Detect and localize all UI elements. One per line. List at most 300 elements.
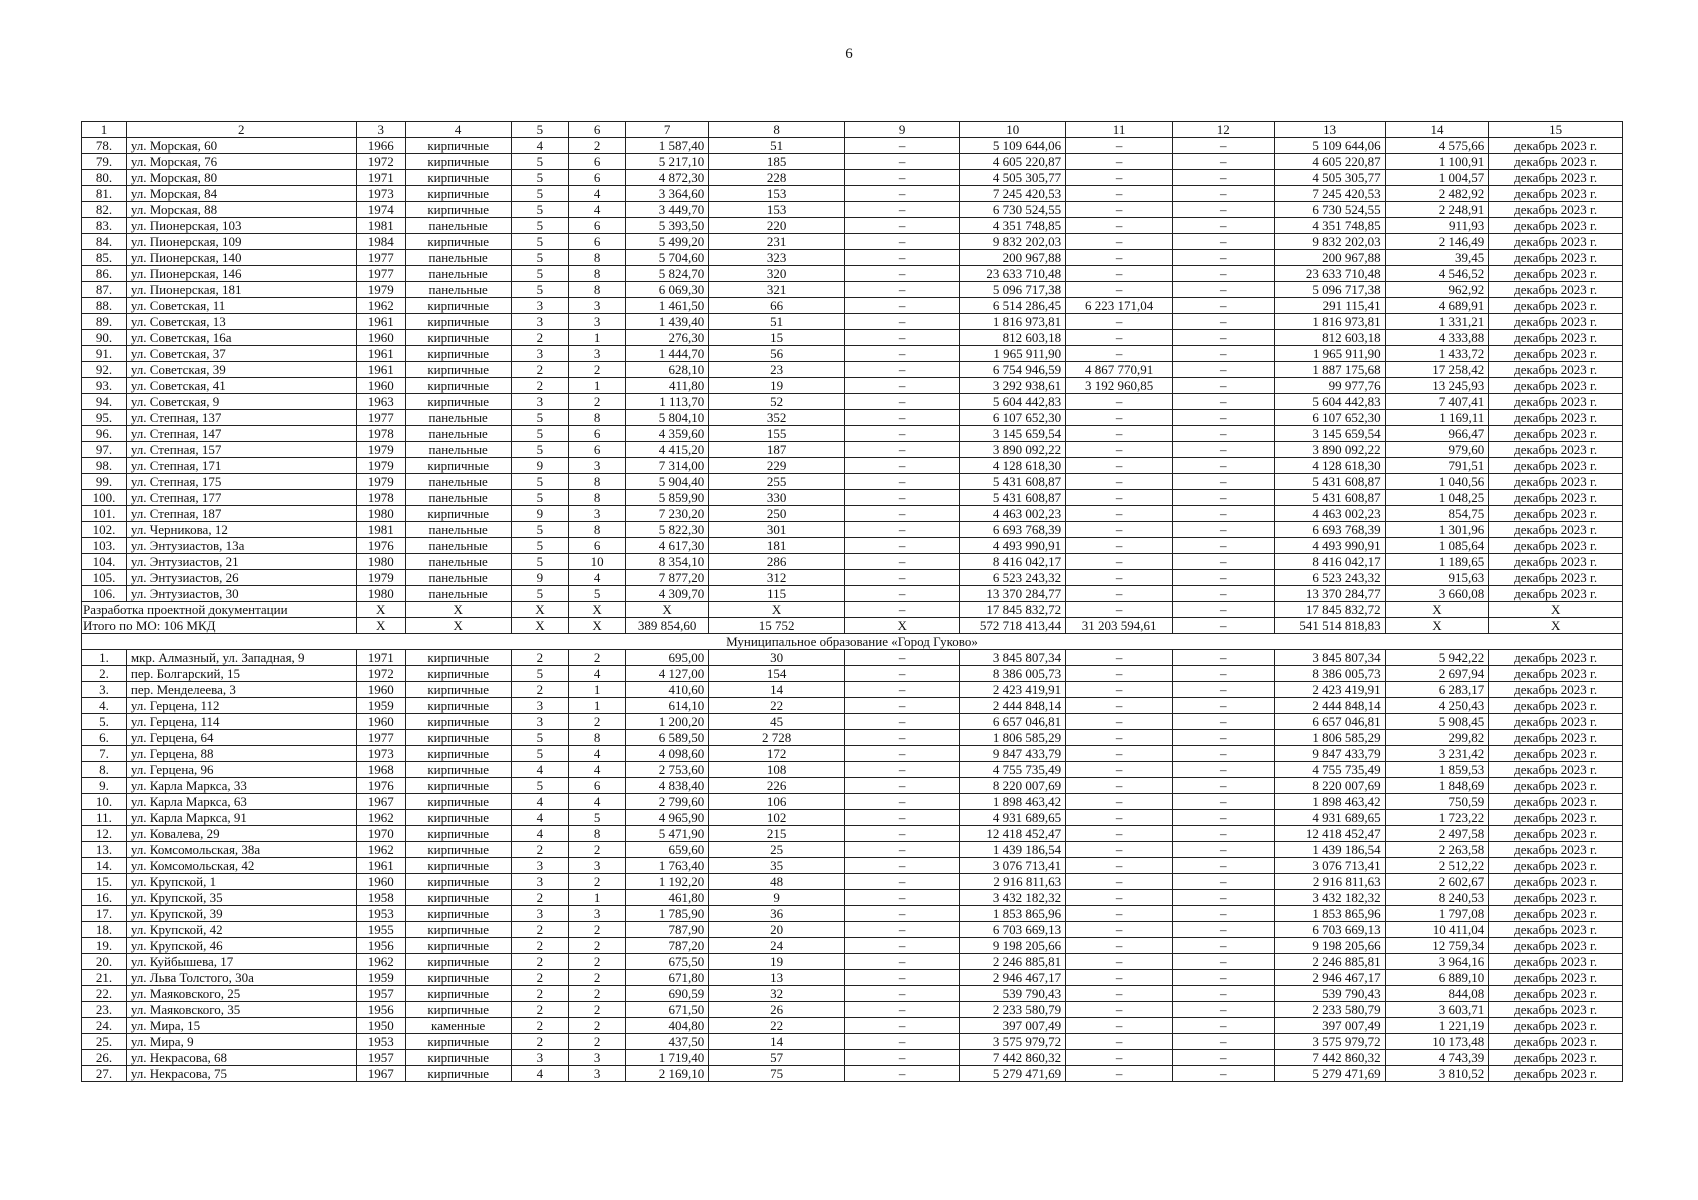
table-row [82, 810, 1623, 826]
table-cell: 78. [82, 138, 127, 154]
table-cell: X [569, 618, 626, 634]
table-cell: – [1173, 186, 1275, 202]
table-cell: 5 279 471,69 [1274, 1066, 1385, 1082]
table-cell: декабрь 2023 г. [1489, 970, 1623, 986]
table-cell: 1973 [356, 746, 405, 762]
table-cell: 19 [709, 378, 845, 394]
table-cell: 8 386 005,73 [1274, 666, 1385, 682]
table-cell: – [1066, 506, 1173, 522]
table-row [82, 698, 1623, 714]
table-cell: кирпичные [405, 1050, 511, 1066]
table-cell: 1959 [356, 698, 405, 714]
table-cell: 1981 [356, 522, 405, 538]
table-cell: пер. Менделеева, 3 [126, 682, 356, 698]
table-cell: декабрь 2023 г. [1489, 650, 1623, 666]
table-cell: 13. [82, 842, 127, 858]
table-row [82, 890, 1623, 906]
table-cell: 1977 [356, 730, 405, 746]
table-cell: 1981 [356, 218, 405, 234]
table-cell: – [1066, 762, 1173, 778]
table-cell: кирпичные [405, 394, 511, 410]
table-cell: 962,92 [1385, 282, 1489, 298]
table-row [82, 954, 1623, 970]
table-cell: 84. [82, 234, 127, 250]
table-cell: 96. [82, 426, 127, 442]
table-cell: 4 128 618,30 [960, 458, 1066, 474]
table-cell: 12 418 452,47 [960, 826, 1066, 842]
table-cell: 4 [511, 810, 569, 826]
table-cell: 5 [511, 218, 569, 234]
table-cell: – [844, 266, 959, 282]
table-cell: 2 [569, 938, 626, 954]
table-cell: 695,00 [625, 650, 708, 666]
table-cell: 3 [569, 506, 626, 522]
table-cell: 8 [569, 730, 626, 746]
housing-register-table [81, 121, 1623, 1082]
table-cell: ул. Крупской, 42 [126, 922, 356, 938]
table-cell: 2. [82, 666, 127, 682]
table-row [82, 778, 1623, 794]
table-cell: 1 439 186,54 [960, 842, 1066, 858]
table-cell: 51 [709, 314, 845, 330]
table-cell: кирпичные [405, 298, 511, 314]
table-cell: 3 [569, 858, 626, 874]
table-cell: декабрь 2023 г. [1489, 378, 1623, 394]
table-cell: 2 423 419,91 [960, 682, 1066, 698]
table-row [82, 1034, 1623, 1050]
table-cell: 3 603,71 [1385, 1002, 1489, 1018]
table-cell: 2 [569, 138, 626, 154]
table-cell: – [1066, 890, 1173, 906]
table-cell: 2 146,49 [1385, 234, 1489, 250]
table-cell: декабрь 2023 г. [1489, 282, 1623, 298]
table-cell: декабрь 2023 г. [1489, 858, 1623, 874]
table-cell: 229 [709, 458, 845, 474]
table-cell: 4 415,20 [625, 442, 708, 458]
table-cell: X [569, 602, 626, 618]
table-cell: 8 416 042,17 [1274, 554, 1385, 570]
table-cell: декабрь 2023 г. [1489, 410, 1623, 426]
table-cell: – [1066, 202, 1173, 218]
table-cell: декабрь 2023 г. [1489, 826, 1623, 842]
table-cell: ул. Степная, 147 [126, 426, 356, 442]
table-cell: декабрь 2023 г. [1489, 794, 1623, 810]
table-cell: – [1173, 666, 1275, 682]
table-cell: панельные [405, 522, 511, 538]
table-cell: 7 442 860,32 [960, 1050, 1066, 1066]
table-cell: 6 [569, 442, 626, 458]
table-cell: 23. [82, 1002, 127, 1018]
table-cell: 2 916 811,63 [960, 874, 1066, 890]
table-cell: 10 [569, 554, 626, 570]
table-cell: кирпичные [405, 714, 511, 730]
table-cell: – [1173, 858, 1275, 874]
table-cell: 31 203 594,61 [1066, 618, 1173, 634]
table-row [82, 250, 1623, 266]
table-cell: панельные [405, 282, 511, 298]
table-cell: 102. [82, 522, 127, 538]
table-cell: – [1066, 138, 1173, 154]
table-cell: 5 704,60 [625, 250, 708, 266]
table-cell: 105. [82, 570, 127, 586]
table-cell: декабрь 2023 г. [1489, 874, 1623, 890]
table-cell: 87. [82, 282, 127, 298]
table-cell: кирпичные [405, 890, 511, 906]
table-cell: кирпичные [405, 1066, 511, 1082]
table-cell: 1 439 186,54 [1274, 842, 1385, 858]
table-cell: декабрь 2023 г. [1489, 362, 1623, 378]
table-cell: ул. Герцена, 88 [126, 746, 356, 762]
table-cell: декабрь 2023 г. [1489, 346, 1623, 362]
table-cell: 4 250,43 [1385, 698, 1489, 714]
table-cell: – [844, 426, 959, 442]
table-cell: 5 824,70 [625, 266, 708, 282]
table-cell: 22 [709, 1018, 845, 1034]
table-cell: ул. Пионерская, 146 [126, 266, 356, 282]
table-cell: – [844, 698, 959, 714]
table-cell: панельные [405, 490, 511, 506]
table-cell: 30 [709, 650, 845, 666]
table-cell: 100. [82, 490, 127, 506]
table-cell: 5 431 608,87 [1274, 474, 1385, 490]
table-cell: 18. [82, 922, 127, 938]
table-cell: – [844, 490, 959, 506]
table-cell: – [1173, 522, 1275, 538]
table-cell: 21. [82, 970, 127, 986]
table-cell: 8 [569, 266, 626, 282]
table-cell: 1978 [356, 426, 405, 442]
table-cell: ул. Комсомольская, 42 [126, 858, 356, 874]
table-cell: декабрь 2023 г. [1489, 698, 1623, 714]
table-cell: 103. [82, 538, 127, 554]
table-cell: 23 633 710,48 [1274, 266, 1385, 282]
table-cell: 2 697,94 [1385, 666, 1489, 682]
table-cell: 6 703 669,13 [1274, 922, 1385, 938]
table-cell: 6 [569, 426, 626, 442]
table-cell: 2 444 848,14 [1274, 698, 1385, 714]
table-cell: кирпичные [405, 874, 511, 890]
table-cell: 1 040,56 [1385, 474, 1489, 490]
table-cell: 1956 [356, 938, 405, 954]
table-cell: 5 109 644,06 [960, 138, 1066, 154]
table-cell: 13 [709, 970, 845, 986]
table-cell: ул. Степная, 187 [126, 506, 356, 522]
table-cell: 4 493 990,91 [960, 538, 1066, 554]
table-cell: – [844, 858, 959, 874]
table-cell: – [844, 602, 959, 618]
table-cell: – [844, 1050, 959, 1066]
table-cell: 7 877,20 [625, 570, 708, 586]
table-cell: ул. Некрасова, 68 [126, 1050, 356, 1066]
table-cell: – [844, 186, 959, 202]
table-cell: ул. Крупской, 35 [126, 890, 356, 906]
table-cell: 2 946 467,17 [960, 970, 1066, 986]
table-cell: ул. Комсомольская, 38а [126, 842, 356, 858]
table-cell: декабрь 2023 г. [1489, 1002, 1623, 1018]
table-cell: 2 916 811,63 [1274, 874, 1385, 890]
table-cell: 7 245 420,53 [1274, 186, 1385, 202]
table-cell: 541 514 818,83 [1274, 618, 1385, 634]
table-cell: – [844, 218, 959, 234]
table-cell: 94. [82, 394, 127, 410]
table-cell: ул. Советская, 9 [126, 394, 356, 410]
table-cell: 1979 [356, 570, 405, 586]
table-cell: ул. Степная, 177 [126, 490, 356, 506]
table-cell: декабрь 2023 г. [1489, 682, 1623, 698]
table-cell: X [1489, 602, 1623, 618]
table-cell: ул. Энтузиастов, 13а [126, 538, 356, 554]
table-cell: 2 [569, 874, 626, 890]
table-cell: 3 145 659,54 [1274, 426, 1385, 442]
table-cell: ул. Мира, 9 [126, 1034, 356, 1050]
table-cell: – [1066, 490, 1173, 506]
table-cell: 6 889,10 [1385, 970, 1489, 986]
table-cell: панельные [405, 266, 511, 282]
table-cell: – [1173, 266, 1275, 282]
table-cell: – [1173, 1002, 1275, 1018]
table-cell: – [1066, 186, 1173, 202]
table-cell: 9 832 202,03 [1274, 234, 1385, 250]
table-cell: – [1066, 474, 1173, 490]
table-cell: ул. Энтузиастов, 30 [126, 586, 356, 602]
table-cell: 228 [709, 170, 845, 186]
table-cell: – [1066, 410, 1173, 426]
table-cell: – [844, 394, 959, 410]
table-cell: 4 965,90 [625, 810, 708, 826]
table-cell: декабрь 2023 г. [1489, 922, 1623, 938]
table-cell: 12 759,34 [1385, 938, 1489, 954]
section-title: Муниципальное образование «Город Гуково» [82, 634, 1623, 650]
table-cell: 3 [511, 394, 569, 410]
table-cell: 1 785,90 [625, 906, 708, 922]
table-cell: – [1173, 922, 1275, 938]
table-cell: 3 845 807,34 [1274, 650, 1385, 666]
table-cell: 25 [709, 842, 845, 858]
table-cell: 2 946 467,17 [1274, 970, 1385, 986]
table-row [82, 298, 1623, 314]
table-cell: – [1066, 234, 1173, 250]
table-cell: 3 [569, 458, 626, 474]
table-row [82, 154, 1623, 170]
table-cell: 20 [709, 922, 845, 938]
table-cell: 1961 [356, 858, 405, 874]
table-cell: – [1066, 602, 1173, 618]
table-cell: 1 965 911,90 [960, 346, 1066, 362]
table-row [82, 330, 1623, 346]
table-cell: 411,80 [625, 378, 708, 394]
table-cell: ул. Советская, 39 [126, 362, 356, 378]
table-cell: 1980 [356, 506, 405, 522]
table-cell: 13 245,93 [1385, 378, 1489, 394]
table-cell: 2 [126, 122, 356, 138]
table-cell: 8. [82, 762, 127, 778]
table-cell: декабрь 2023 г. [1489, 218, 1623, 234]
table-cell: 3 076 713,41 [960, 858, 1066, 874]
table-cell: 6 [569, 538, 626, 554]
table-cell: – [844, 554, 959, 570]
table-cell: декабрь 2023 г. [1489, 202, 1623, 218]
table-cell: 1955 [356, 922, 405, 938]
table-cell: 6 223 171,04 [1066, 298, 1173, 314]
table-cell: 8 220 007,69 [960, 778, 1066, 794]
table-row [82, 970, 1623, 986]
table-cell: 5 604 442,83 [1274, 394, 1385, 410]
table-cell: 6 657 046,81 [960, 714, 1066, 730]
table-cell: 48 [709, 874, 845, 890]
table-cell: – [1173, 426, 1275, 442]
table-cell: 911,93 [1385, 218, 1489, 234]
table-cell: ул. Некрасова, 75 [126, 1066, 356, 1082]
table-cell: 572 718 413,44 [960, 618, 1066, 634]
table-cell: 1 898 463,42 [960, 794, 1066, 810]
table-cell: X [1385, 602, 1489, 618]
table-cell: 19 [709, 954, 845, 970]
table-cell: 2 [511, 986, 569, 1002]
table-cell: 200 967,88 [960, 250, 1066, 266]
table-cell: 6 283,17 [1385, 682, 1489, 698]
table-cell: Разработка проектной документации [82, 602, 357, 618]
table-cell: – [1173, 298, 1275, 314]
table-row [82, 746, 1623, 762]
table-cell: кирпичные [405, 506, 511, 522]
table-cell: 5. [82, 714, 127, 730]
table-cell: 2 728 [709, 730, 845, 746]
table-cell: 1979 [356, 458, 405, 474]
table-cell: ул. Черникова, 12 [126, 522, 356, 538]
table-cell: 3 [511, 698, 569, 714]
table-cell: 9 198 205,66 [1274, 938, 1385, 954]
table-cell: ул. Льва Толстого, 30а [126, 970, 356, 986]
table-cell: – [1173, 282, 1275, 298]
table-cell: декабрь 2023 г. [1489, 1034, 1623, 1050]
table-cell: 13 [1274, 122, 1385, 138]
table-cell: – [1066, 858, 1173, 874]
table-cell: – [1173, 378, 1275, 394]
table-cell: 352 [709, 410, 845, 426]
table-cell: 5 096 717,38 [960, 282, 1066, 298]
table-cell: 1963 [356, 394, 405, 410]
table-cell: декабрь 2023 г. [1489, 810, 1623, 826]
table-cell: – [844, 1018, 959, 1034]
table-cell: ул. Карла Маркса, 63 [126, 794, 356, 810]
table-cell: 3 [569, 298, 626, 314]
table-cell: 5 822,30 [625, 522, 708, 538]
table-cell: декабрь 2023 г. [1489, 138, 1623, 154]
table-cell: 4 605 220,87 [1274, 154, 1385, 170]
table-cell: 9 198 205,66 [960, 938, 1066, 954]
table-cell: 915,63 [1385, 570, 1489, 586]
table-cell: ул. Ковалева, 29 [126, 826, 356, 842]
table-cell: – [1173, 490, 1275, 506]
table-cell: кирпичные [405, 986, 511, 1002]
table-cell: 4 359,60 [625, 426, 708, 442]
table-cell: 1976 [356, 778, 405, 794]
table-cell: панельные [405, 426, 511, 442]
table-cell: 2 [511, 938, 569, 954]
table-cell: ул. Пионерская, 103 [126, 218, 356, 234]
table-cell: – [1066, 266, 1173, 282]
table-cell: 1 853 865,96 [960, 906, 1066, 922]
table-cell: – [1173, 618, 1275, 634]
table-cell: – [844, 762, 959, 778]
table-cell: 1978 [356, 490, 405, 506]
table-cell: 5 [511, 202, 569, 218]
table-cell: 4 463 002,23 [960, 506, 1066, 522]
table-cell: 5 393,50 [625, 218, 708, 234]
table-cell: 154 [709, 666, 845, 682]
table-cell: 85. [82, 250, 127, 266]
table-cell: панельные [405, 586, 511, 602]
table-cell: 5 [511, 474, 569, 490]
table-cell: 1984 [356, 234, 405, 250]
table-cell: 2 169,10 [625, 1066, 708, 1082]
table-cell: 1 719,40 [625, 1050, 708, 1066]
table-row [82, 394, 1623, 410]
table-cell: 4 605 220,87 [960, 154, 1066, 170]
table-cell: кирпичные [405, 906, 511, 922]
table-cell: 1 [82, 122, 127, 138]
table-cell: 1958 [356, 890, 405, 906]
table-cell: 95. [82, 410, 127, 426]
table-cell: 1971 [356, 650, 405, 666]
table-cell: 6 [569, 170, 626, 186]
table-cell: – [1066, 810, 1173, 826]
table-cell: – [1173, 970, 1275, 986]
table-cell: декабрь 2023 г. [1489, 250, 1623, 266]
table-cell: 1960 [356, 378, 405, 394]
table-cell: 3 890 092,22 [960, 442, 1066, 458]
table-cell: ул. Степная, 171 [126, 458, 356, 474]
table-cell: декабрь 2023 г. [1489, 1066, 1623, 1082]
table-cell: 671,50 [625, 1002, 708, 1018]
table-row [82, 314, 1623, 330]
table-cell: 1962 [356, 298, 405, 314]
table-cell: 9 847 433,79 [1274, 746, 1385, 762]
table-cell: 3 964,16 [1385, 954, 1489, 970]
table-cell: 5 499,20 [625, 234, 708, 250]
table-cell: 3 890 092,22 [1274, 442, 1385, 458]
table-row [82, 730, 1623, 746]
table-cell: 1957 [356, 986, 405, 1002]
table-cell: 812 603,18 [1274, 330, 1385, 346]
table-cell: – [1173, 138, 1275, 154]
table-cell: – [1066, 1050, 1173, 1066]
table-cell: 172 [709, 746, 845, 762]
table-cell: 3 [511, 314, 569, 330]
table-row [82, 266, 1623, 282]
table-cell: 106. [82, 586, 127, 602]
table-cell: 3 292 938,61 [960, 378, 1066, 394]
table-cell: – [844, 202, 959, 218]
table-cell: 5 [511, 538, 569, 554]
table-cell: 1956 [356, 1002, 405, 1018]
table-cell: 4 351 748,85 [1274, 218, 1385, 234]
table-cell: 89. [82, 314, 127, 330]
table-cell: – [1173, 442, 1275, 458]
table-cell: – [1066, 442, 1173, 458]
table-cell: 2 [511, 682, 569, 698]
table-cell: 1980 [356, 554, 405, 570]
table-cell: 4 867 770,91 [1066, 362, 1173, 378]
table-cell: 1962 [356, 842, 405, 858]
table-cell: – [1173, 650, 1275, 666]
table-cell: 5 096 717,38 [1274, 282, 1385, 298]
table-cell: ул. Крупской, 39 [126, 906, 356, 922]
table-cell: 4 127,00 [625, 666, 708, 682]
table-cell: 10. [82, 794, 127, 810]
table-cell: – [844, 730, 959, 746]
table-cell: – [1066, 874, 1173, 890]
